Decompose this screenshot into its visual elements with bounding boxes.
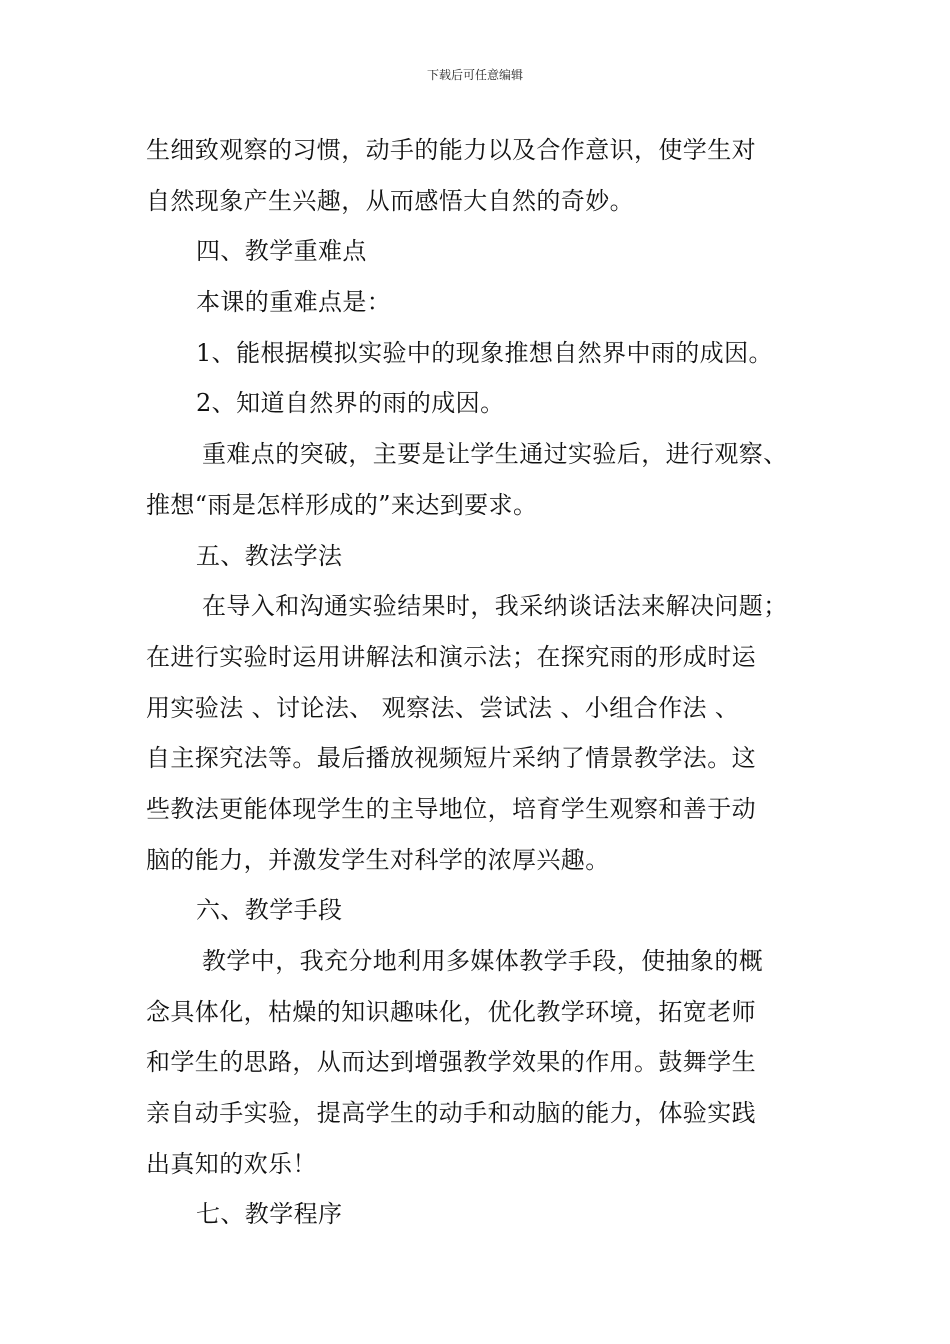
- text-line: 用实验法 、讨论法、 观察法、尝试法 、小组合作法 、: [146, 693, 740, 722]
- text-line: 本课的重难点是：: [196, 288, 392, 317]
- section-heading: 五、教法学法: [196, 541, 343, 570]
- section-heading: 四、教学重难点: [196, 237, 367, 266]
- text-line: 在进行实验时运用讲解法和演示法；在探究雨的形成时运: [146, 642, 756, 671]
- list-item: 2、知道自然界的雨的成因。: [196, 389, 505, 418]
- text-line: 教学中，我充分地利用多媒体教学手段，使抽象的概: [202, 947, 764, 975]
- text-line: 生细致观察的习惯，动手的能力以及合作意识，使学生对: [146, 136, 756, 164]
- text-line: 和学生的思路，从而达到增强教学效果的作用。鼓舞学生: [146, 1048, 756, 1077]
- text-line: 些教法更能体现学生的主导地位，培育学生观察和善于动: [146, 794, 756, 823]
- document-body: [146, 130, 826, 1245]
- text-line: 重难点的突破，主要是让学生通过实验后，进行观察、: [202, 440, 788, 469]
- text-line: 脑的能力，并激发学生对科学的浓厚兴趣。: [146, 845, 610, 874]
- section-heading: 七、教学程序: [196, 1200, 343, 1229]
- text-line: 出真知的欢乐！: [146, 1149, 317, 1178]
- list-item: 1、能根据模拟实验中的现象推想自然界中雨的成因。: [196, 338, 773, 367]
- text-line: 在导入和沟通实验结果时，我采纳谈话法来解决问题；: [202, 592, 788, 621]
- text-line: 自主探究法等。最后播放视频短片采纳了情景教学法。这: [146, 744, 756, 773]
- text-line: 念具体化，枯燥的知识趣味化，优化教学环境，拓宽老师: [146, 997, 756, 1026]
- text-line: 自然现象产生兴趣，从而感悟大自然的奇妙。: [146, 186, 634, 215]
- page-header: 下载后可任意编辑: [426, 68, 523, 82]
- section-heading: 六、教学手段: [196, 896, 343, 925]
- text-line: 推想“雨是怎样形成的”来达到要求。: [146, 490, 538, 519]
- text-line: 亲自动手实验，提高学生的动手和动脑的能力，体验实践: [146, 1099, 756, 1128]
